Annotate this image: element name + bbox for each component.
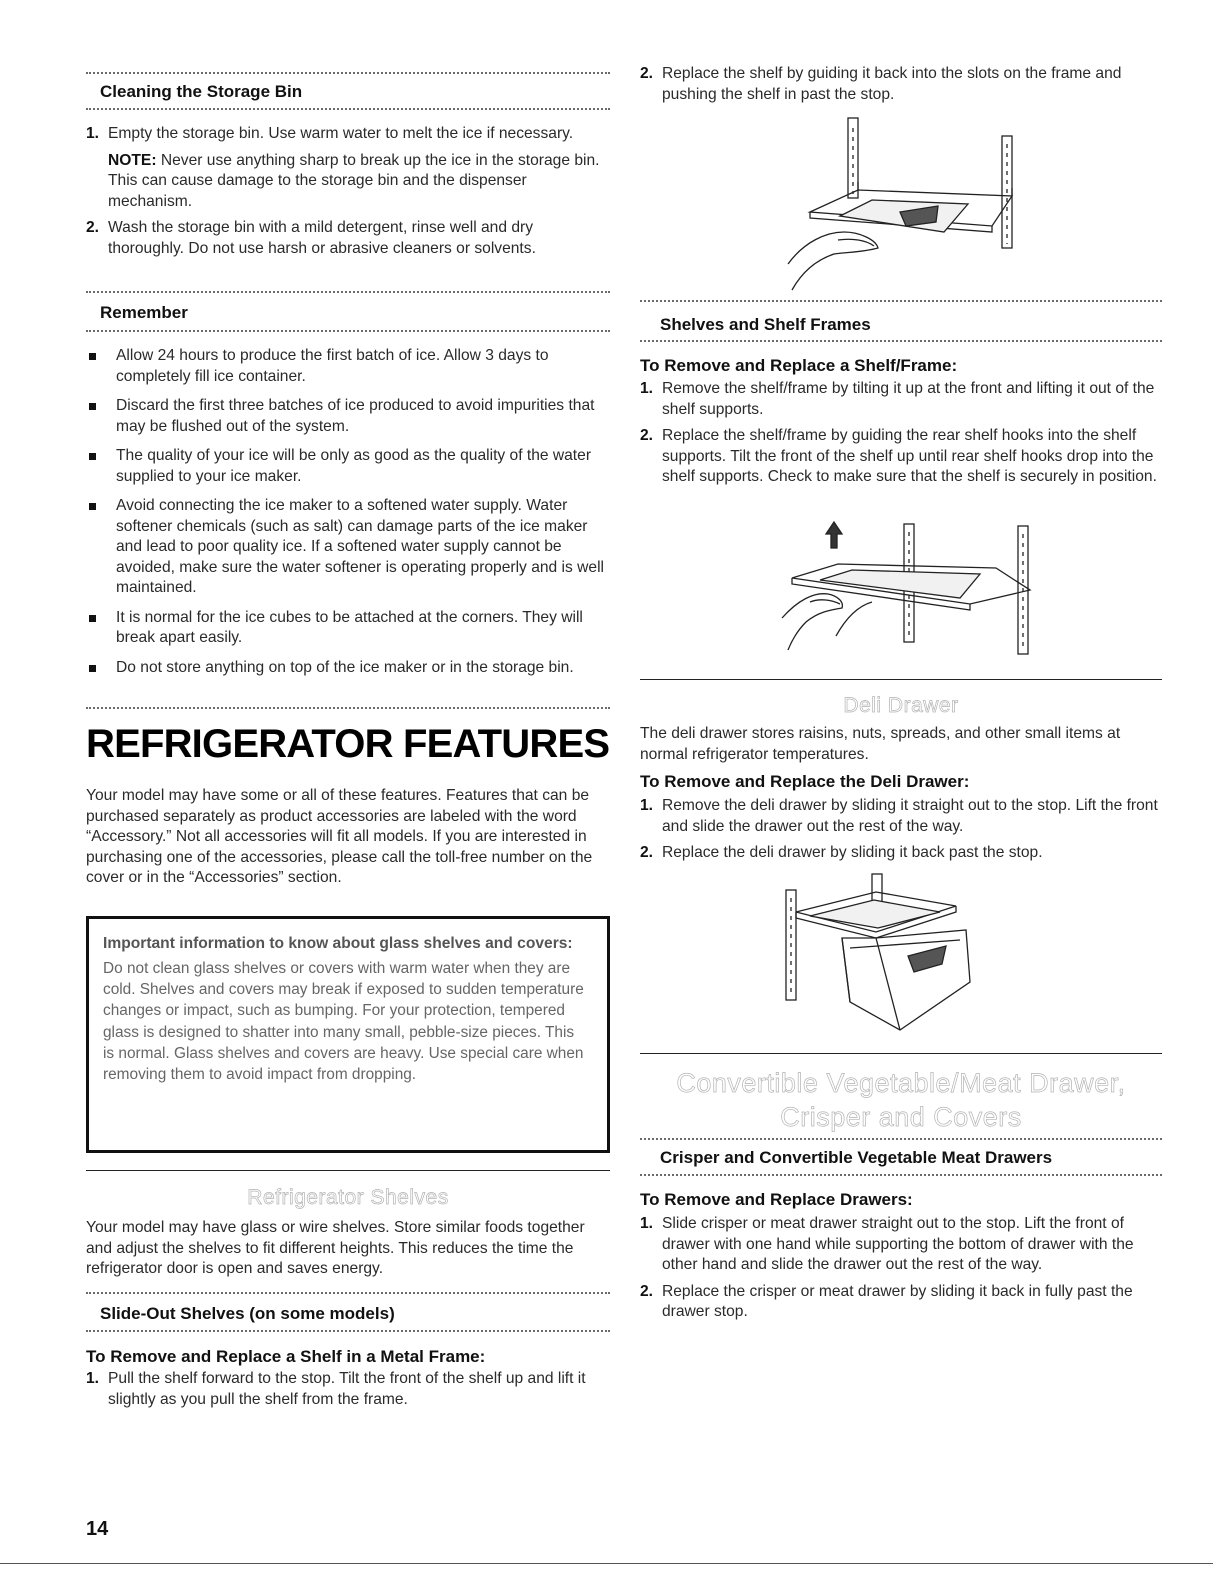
- page-number: 14: [86, 1518, 109, 1540]
- divider: [86, 291, 610, 293]
- step-number: 1.: [640, 380, 654, 397]
- metal-frame-steps-cont: [640, 64, 1162, 111]
- deli-intro: The deli drawer stores raisins, nuts, spreads, and other small items at normal refrigerator temperatures.: [640, 725, 1121, 763]
- deli-procedure-heading: To Remove and Replace the Deli Drawer:: [640, 772, 970, 791]
- divider: [86, 1330, 610, 1332]
- step-number: 1.: [640, 1215, 654, 1232]
- list-item: [640, 64, 1162, 105]
- step-number: 2.: [640, 427, 654, 444]
- features-intro: Your model may have some or all of these features. Features that can be purchased separately as product accessories are labeled with the word “Accessory.” Not all accessories will fit all models. If you are interested in purchasing one of the accessories, please call the toll-free number on the cover or in the “Accessories” section.: [86, 787, 593, 886]
- list-item: [86, 446, 610, 487]
- divider: [640, 1174, 1162, 1176]
- bullet-icon: [89, 453, 96, 460]
- bullet-icon: [89, 403, 96, 410]
- divider: [640, 340, 1162, 342]
- bullet-text: Do not store anything on top of the ice maker or in the storage bin.: [116, 658, 574, 676]
- section-title-line: Convertible Vegetable/Meat Drawer,: [676, 1068, 1126, 1098]
- warning-heading: Important information to know about glass shelves and covers:: [103, 935, 573, 952]
- section-title-deli: Deli Drawer: [843, 694, 959, 717]
- bullet-text: Allow 24 hours to produce the first batch of ice. Allow 3 days to completely fill ice container.: [116, 347, 549, 385]
- divider: [86, 72, 610, 74]
- section-title-shelves: Refrigerator Shelves: [247, 1186, 449, 1209]
- remember-heading: Remember: [100, 303, 188, 322]
- bullet-icon: [89, 615, 96, 622]
- step-text: Replace the crisper or meat drawer by sliding it back in fully past the drawer stop.: [662, 1282, 1133, 1320]
- crisper-procedure-heading: To Remove and Replace Drawers:: [640, 1190, 913, 1209]
- note-label: NOTE:: [108, 151, 157, 169]
- bullet-icon: [89, 665, 96, 672]
- divider: [86, 330, 610, 332]
- list-item: [640, 426, 1162, 488]
- bullet-text: Avoid connecting the ice maker to a softened water supply. Water softener chemicals (such as salt) can damage parts of the ice maker and lead to poor quality ice. If a softened water supply cannot be avoided, make sure the water softener is operating properly and is well maintained.: [116, 497, 604, 596]
- section-title-line: Crisper and Covers: [780, 1102, 1022, 1132]
- metal-frame-steps: [86, 1369, 610, 1416]
- list-item: [640, 1282, 1162, 1323]
- step-number: 2.: [86, 219, 100, 236]
- list-item: [86, 608, 610, 649]
- remember-list: [86, 346, 610, 687]
- crisper-subheading: Crisper and Convertible Vegetable Meat Drawers: [660, 1148, 1053, 1167]
- storage-bin-steps: [86, 124, 610, 265]
- storage-bin-heading: Cleaning the Storage Bin: [100, 82, 303, 101]
- step-number: 2.: [640, 65, 654, 82]
- divider: [640, 1138, 1162, 1140]
- list-item: [86, 124, 610, 212]
- list-item: [640, 379, 1162, 420]
- note: [108, 151, 610, 213]
- step-text: Replace the deli drawer by sliding it back past the stop.: [662, 844, 1043, 861]
- crisper-steps: [640, 1214, 1162, 1329]
- bullet-icon: [89, 353, 96, 360]
- list-item: [86, 496, 610, 599]
- shelf-frame-procedure-heading: To Remove and Replace a Shelf/Frame:: [640, 356, 958, 375]
- list-item: [640, 1214, 1162, 1276]
- footer-rule: [0, 1563, 1213, 1564]
- step-text: Slide crisper or meat drawer straight out to the stop. Lift the front of drawer with one hand while supporting the bottom of drawer with the other hand and slide the drawer out the rest of the way.: [662, 1215, 1134, 1273]
- slide-out-shelf-illustration: [780, 114, 1030, 294]
- bullet-text: Discard the first three batches of ice produced to avoid impurities that may be flushed out of the system.: [116, 397, 595, 435]
- warning-text: Do not clean glass shelves or covers with warm water when they are cold. Shelves and covers may break if exposed to sudden temperature changes or impact, such as bumping. For your protection, tempered glass is designed to shatter into many small, pebble-size pieces. This is normal. Glass shelves and covers are heavy. Use special care when removing them to avoid impact from dropping.: [103, 960, 584, 1084]
- divider: [86, 108, 610, 110]
- glass-warning-box: [86, 916, 610, 1153]
- step-text: Pull the shelf forward to the stop. Tilt the front of the shelf up and lift it slightly as you pull the shelf from the frame.: [108, 1370, 586, 1408]
- list-item: [86, 218, 610, 259]
- step-text: Remove the deli drawer by sliding it straight out to the stop. Lift the front and slide the drawer out the rest of the way.: [662, 797, 1158, 835]
- divider: [86, 707, 610, 709]
- bullet-text: The quality of your ice will be only as good as the quality of the water supplied to your ice maker.: [116, 447, 592, 485]
- list-item: [86, 658, 610, 679]
- section-title-crisper: [640, 1066, 1162, 1134]
- step-text: Remove the shelf/frame by tilting it up at the front and lifting it out of the shelf supports.: [662, 380, 1155, 418]
- section-rule: [86, 1170, 610, 1171]
- shelf-frame-steps: [640, 379, 1162, 494]
- divider: [86, 1292, 610, 1294]
- metal-frame-heading: To Remove and Replace a Shelf in a Metal Frame:: [86, 1347, 486, 1366]
- list-item: [86, 396, 610, 437]
- divider: [640, 300, 1162, 302]
- bullet-icon: [89, 503, 96, 510]
- step-number: 1.: [640, 797, 654, 814]
- step-number: 2.: [640, 1282, 654, 1300]
- bullet-text: It is normal for the ice cubes to be attached at the corners. They will break apart easily.: [116, 608, 583, 646]
- step-text: Empty the storage bin. Use warm water to melt the ice if necessary.: [108, 125, 574, 142]
- note-text: Never use anything sharp to break up the ice in the storage bin. This can cause damage to the storage bin and the dispenser mechanism.: [108, 151, 600, 210]
- list-item: [640, 796, 1162, 837]
- section-rule: [640, 1053, 1162, 1054]
- shelf-frame-illustration: [780, 518, 1040, 658]
- list-item: [640, 843, 1162, 864]
- step-text: Replace the shelf/frame by guiding the rear shelf hooks into the shelf supports. Tilt the front of the shelf up until rear shelf hooks drop into the shelf supports. Check to make sure that the shelf is securely in position.: [662, 427, 1157, 485]
- deli-drawer-illustration: [780, 872, 1010, 1042]
- list-item: [86, 346, 610, 387]
- deli-steps: [640, 796, 1162, 870]
- list-item: [86, 1369, 610, 1410]
- step-text: Replace the shelf by guiding it back into the slots on the frame and pushing the shelf in past the stop.: [662, 65, 1122, 103]
- section-rule: [640, 679, 1162, 680]
- step-number: 2.: [640, 844, 654, 861]
- page-title: REFRIGERATOR FEATURES: [86, 722, 610, 766]
- shelf-frames-heading: Shelves and Shelf Frames: [660, 315, 871, 334]
- shelves-intro: Your model may have glass or wire shelves. Store similar foods together and adjust the shelves to fit different heights. This reduces the time the refrigerator door is open and saves energy.: [86, 1219, 585, 1277]
- step-number: 1.: [86, 1370, 100, 1387]
- step-text: Wash the storage bin with a mild detergent, rinse well and dry thoroughly. Do not use harsh or abrasive cleaners or solvents.: [108, 219, 536, 257]
- slideout-heading: Slide-Out Shelves (on some models): [100, 1304, 395, 1323]
- step-number: 1.: [86, 125, 100, 142]
